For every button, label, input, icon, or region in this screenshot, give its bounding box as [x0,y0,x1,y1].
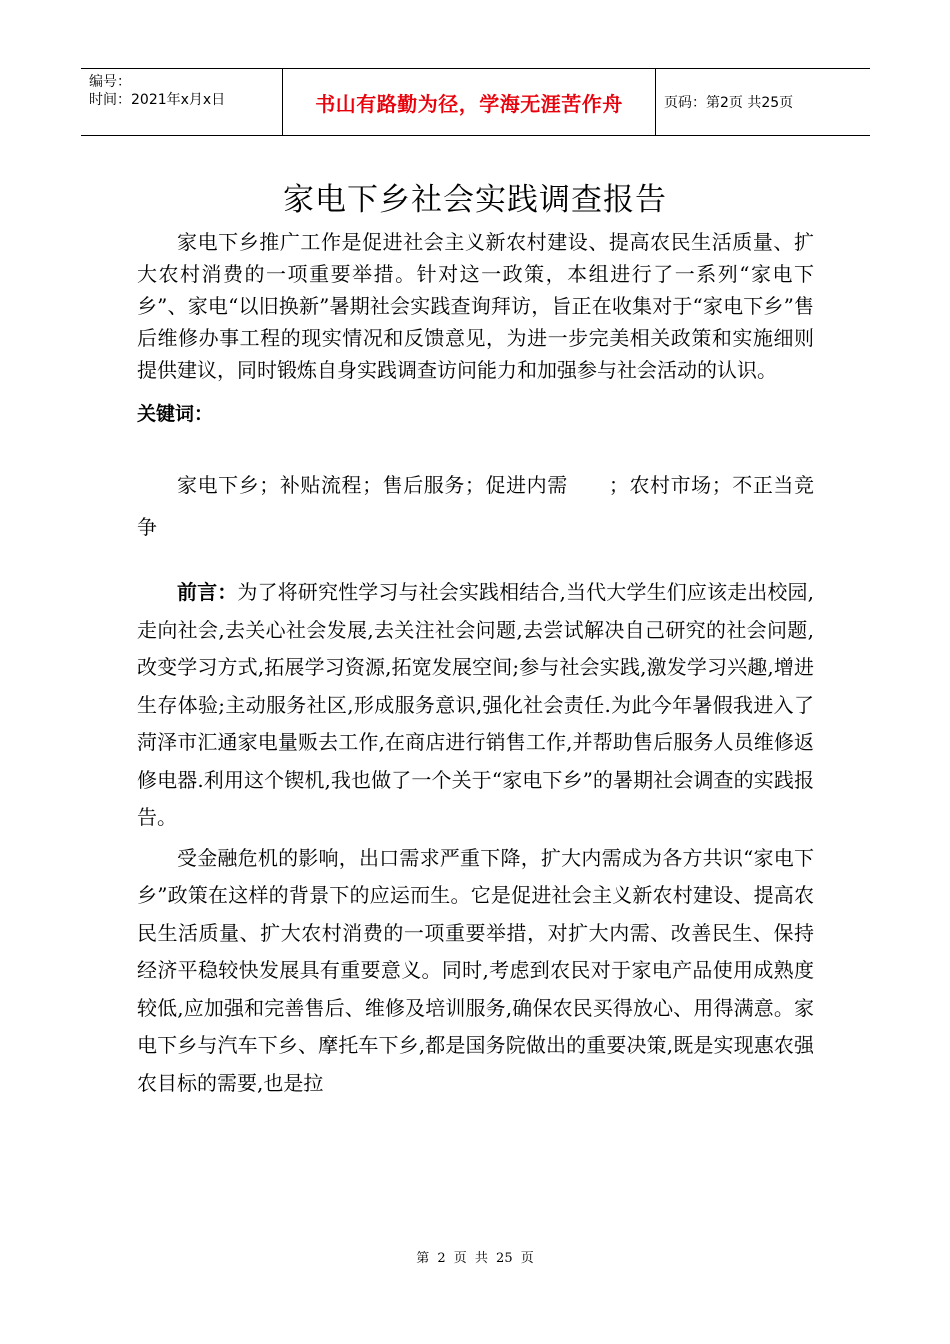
keywords-heading: 关键词： [137,403,214,425]
keywords-list: 家电下乡；补贴流程；售后服务；促进内需 ；农村市场；不正当竞争 [137,473,814,539]
page-header [81,68,870,136]
abstract-paragraph: 家电下乡推广工作是促进社会主义新农村建设、提高农民生活质量、扩大农村消费的一项重要举措。针对这一政策，本组进行了一系列“家电下乡”、家电“以旧换新”暑期社会实践查询拜访，旨正在收集对于“家电下乡”售后维修办事工程的现实情况和反馈意见，为进一步完美相关政策和实施细则提供建议，同时锻炼自身实践调查访问能力和加强参与社会活动的认识。 [137,230,814,382]
document-body [137,226,814,1102]
header-motto: 书山有路勤为径，学海无涯苦作舟 [283,69,656,135]
header-meta-cell [81,69,283,135]
document-number-label: 编号： [89,74,131,90]
preface-label: 前言： [177,580,238,604]
preface-paragraph [137,574,814,837]
document-date: 时间：2021年x月x日 [89,92,226,108]
document-title: 家电下乡社会实践调查报告 [283,182,667,218]
body-paragraph: 受金融危机的影响，出口需求严重下降，扩大内需成为各方共识“家电下乡”政策在这样的背景下的应运而生。它是促进社会主义新农村建设、提高农民生活质量、扩大农村消费的一项重要举措，对扩大内需、改善民生、保持经济平稳较快发展具有重要意义。同时,考虑到农民对于家电产品使用成熟度较低,应加强和完善售后、维修及培训服务,确保农民买得放心、用得满意。家电下乡与汽车下乡、摩托车下乡,都是国务院做出的重要决策,既是实现惠农强农目标的需要,也是拉 [137,845,814,1095]
page-footer: 第 2 页 共 25 页 [416,1251,534,1266]
preface-text: 为了将研究性学习与社会实践相结合,当代大学生们应该走出校园,走向社会,去关心社会发展,去关注社会问题,去尝试解决自己研究的社会问题, 改变学习方式,拓展学习资源,拓宽发展空间;参与社会实践,激发学习兴趣,增进生存体验;主动服务社区,形成服务意识,强化社会责任.为此今年暑假我进入了菏泽市汇通家电量贩去工作,在商店进行销售工作,并帮助售后服务人员维修返修电器.利用这个锲机,我也做了一个关于“家电下乡”的暑期社会调查的实践报告。 [137,580,815,829]
header-page-info: 页码：第2页 共25页 [664,95,794,111]
